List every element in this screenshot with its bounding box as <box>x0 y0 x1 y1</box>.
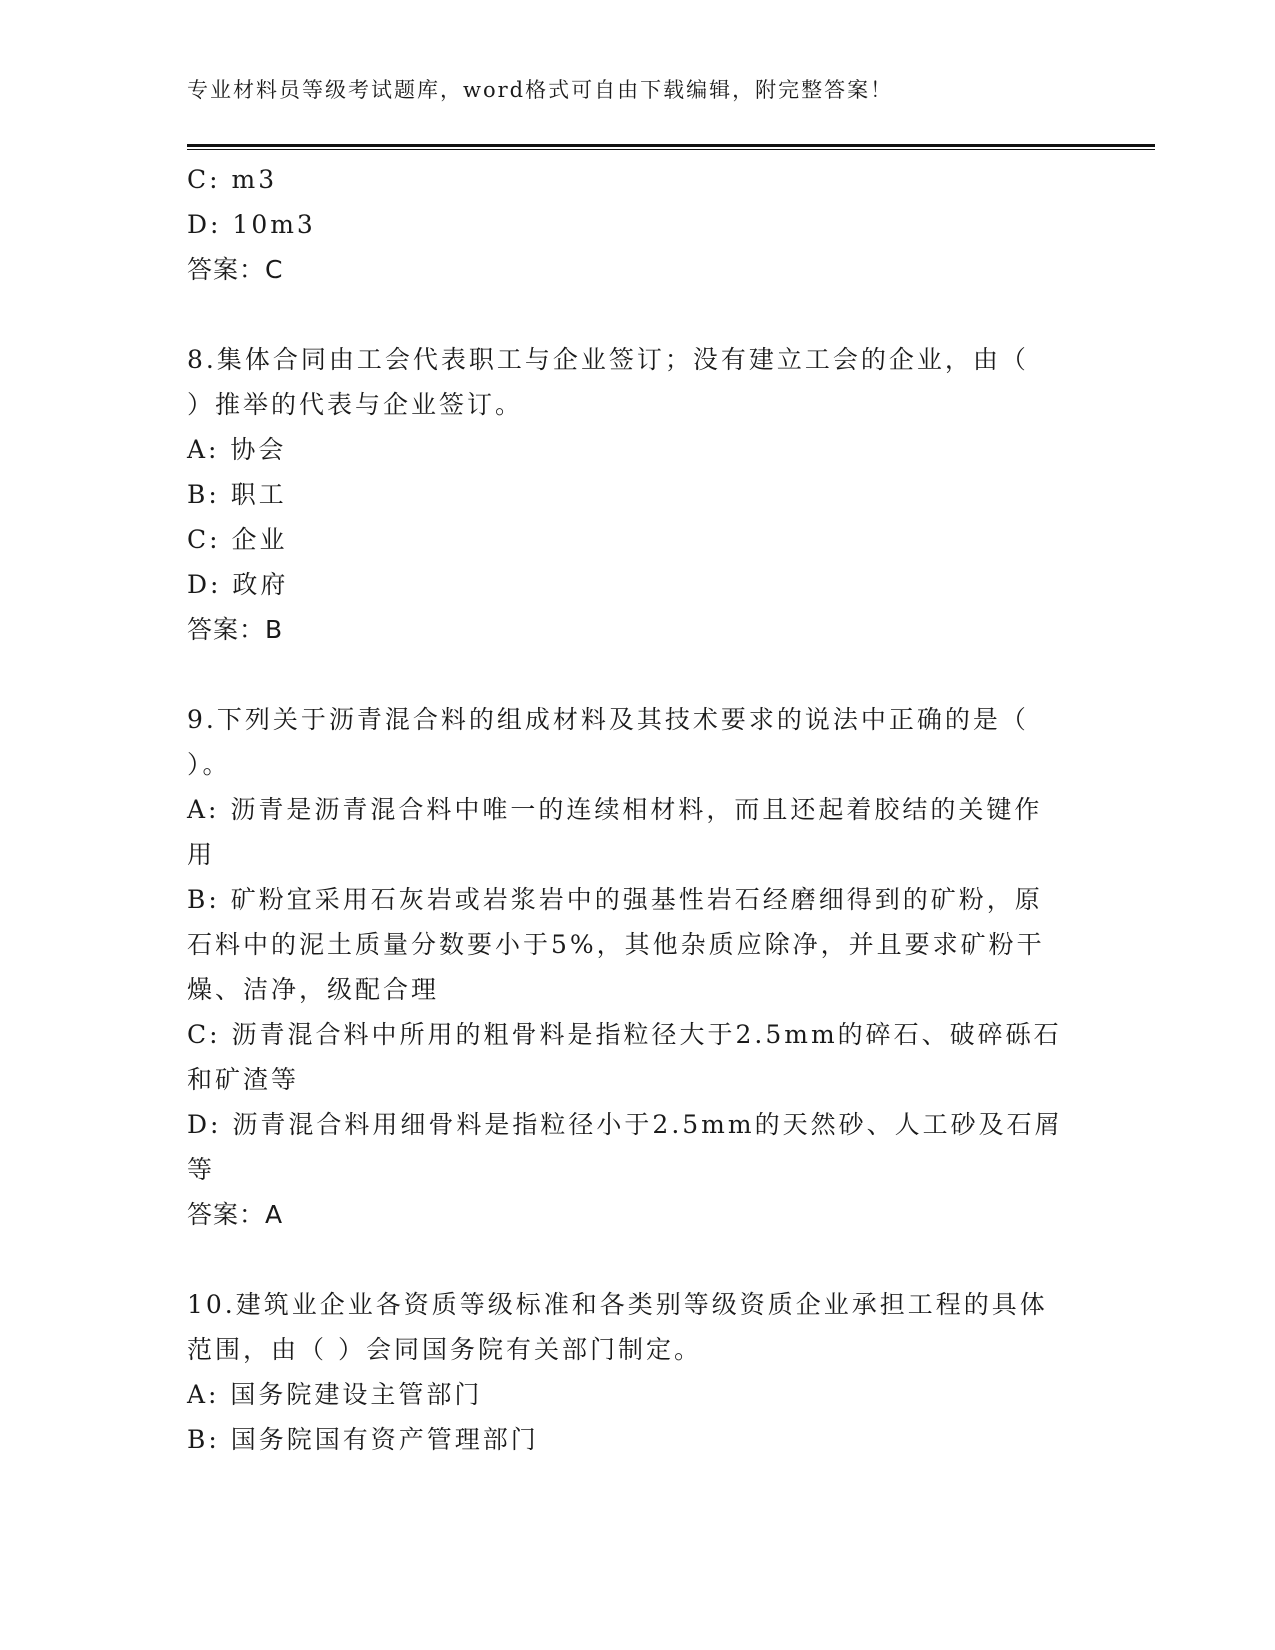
text-line: 和矿渣等 <box>187 1065 300 1094</box>
question-block <box>187 157 1077 292</box>
text-line: 石料中的泥土质量分数要小于5%，其他杂质应除净，并且要求矿粉干 <box>187 930 1045 959</box>
text-line: C: m3 <box>187 165 278 194</box>
text-line: 等 <box>187 1155 216 1184</box>
text-line: ）。 <box>187 750 231 779</box>
text-line: 10.建筑业企业各资质等级标准和各类别等级资质企业承担工程的具体 <box>187 1290 1048 1319</box>
text-line: 8.集体合同由工会代表职工与企业签订；没有建立工会的企业，由（ <box>187 345 1029 374</box>
header-rule <box>187 144 1155 147</box>
question-content <box>187 157 1077 1462</box>
text-line: A: 国务院建设主管部门 <box>187 1380 483 1409</box>
text-line: 范围，由（ ）会同国务院有关部门制定。 <box>187 1335 702 1364</box>
text-line: C: 企业 <box>187 525 288 554</box>
question-block <box>187 1282 1077 1462</box>
text-line: 用 <box>187 840 216 869</box>
text-line: A: 沥青是沥青混合料中唯一的连续相材料，而且还起着胶结的关键作 <box>187 795 1043 824</box>
text-line: B: 职工 <box>187 480 287 509</box>
answer-line: 答案：B <box>187 615 284 644</box>
answer-line: 答案：A <box>187 1200 284 1229</box>
text-line: 燥、洁净，级配合理 <box>187 975 440 1004</box>
block-spacer <box>187 1237 1077 1282</box>
answer-line: 答案：C <box>187 255 284 284</box>
question-block <box>187 697 1077 1237</box>
header-rule-thin <box>187 149 1155 150</box>
text-line: A: 协会 <box>187 435 287 464</box>
text-line: 9.下列关于沥青混合料的组成材料及其技术要求的说法中正确的是（ <box>187 705 1029 734</box>
text-line: D: 10m3 <box>187 210 316 239</box>
text-line: B: 矿粉宜采用石灰岩或岩浆岩中的强基性岩石经磨细得到的矿粉，原 <box>187 885 1043 914</box>
question-block <box>187 337 1077 652</box>
block-spacer <box>187 292 1077 337</box>
text-line: D: 政府 <box>187 570 289 599</box>
text-line: D: 沥青混合料用细骨料是指粒径小于2.5mm的天然砂、人工砂及石屑 <box>187 1110 1063 1139</box>
page-header: 专业材料员等级考试题库，word格式可自由下载编辑，附完整答案！ <box>187 78 894 102</box>
block-spacer <box>187 652 1077 697</box>
text-line: C: 沥青混合料中所用的粗骨料是指粒径大于2.5mm的碎石、破碎砾石 <box>187 1020 1062 1049</box>
text-line: B: 国务院国有资产管理部门 <box>187 1425 539 1454</box>
text-line: ）推举的代表与企业签订。 <box>187 390 524 419</box>
